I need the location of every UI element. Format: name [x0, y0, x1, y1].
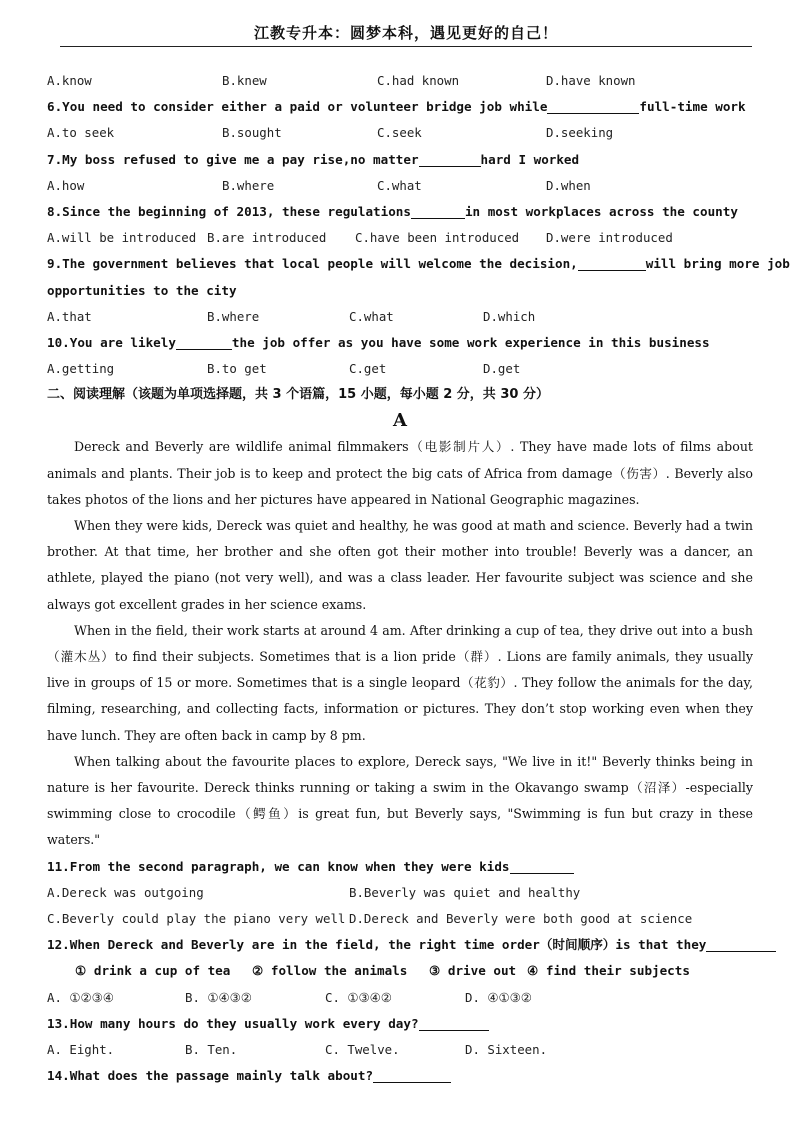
option-a[interactable]: A.to seek [47, 125, 115, 141]
option-a[interactable]: A.know [47, 73, 92, 88]
q11-options-row1 [47, 880, 753, 906]
option-d[interactable]: D. ④①③② [465, 989, 532, 1005]
option-a[interactable]: A.Dereck was outgoing [47, 884, 204, 900]
question-stem: 11.From the second paragraph, we can know when they were kids [47, 858, 510, 874]
question-stem: 14.What does the passage mainly talk about? [47, 1068, 374, 1084]
q7-options [47, 173, 753, 199]
option-c[interactable]: C. Twelve. [325, 1042, 400, 1057]
q10-options [47, 356, 753, 382]
step-3: ③ drive out [429, 963, 517, 979]
option-d[interactable]: D.which [483, 308, 536, 324]
option-d[interactable]: D. Sixteen. [465, 1042, 548, 1057]
question-stem-end: will bring more job [645, 256, 790, 272]
question-stem: 9.The government believes that local people will welcome the decision, [47, 256, 578, 272]
question-8 [47, 199, 753, 225]
option-d[interactable]: D.have known [546, 73, 636, 88]
option-b[interactable]: B.to get [207, 361, 267, 377]
option-c[interactable]: C.had known [377, 73, 460, 88]
question-stem: 6.You need to consider either a paid or volunteer bridge job while [47, 99, 548, 115]
option-b[interactable]: B.where [207, 308, 260, 324]
q12-options [47, 985, 753, 1011]
answer-blank[interactable] [176, 333, 232, 350]
option-b[interactable]: B. ①④③② [185, 989, 252, 1005]
option-d[interactable]: D.when [546, 177, 591, 193]
option-a[interactable]: A.getting [47, 361, 115, 377]
q12-steps [47, 958, 753, 984]
question-stem: 12.When Dereck and Beverly are in the field, the right time order（时间顺序）is that they [47, 937, 707, 953]
question-stem: 7.My boss refused to give me a pay rise,no matter [47, 151, 419, 167]
option-b[interactable]: B.knew [222, 73, 267, 88]
passage-paragraph: When in the field, their work starts at around 4 am. After drinking a cup of tea, they drive out into a bush（灌木丛）to find their subjects. Sometimes that is a lion pride（群）. Lions are family animals, they usually live in groups of 15 or more. Sometimes that is a single leopard（花豹）. They follow the animals for the day, filming, researching, and collecting facts, information or pictures. They don’t stop working even when they have lunch. They are often back in camp by 8 pm. [47, 622, 753, 743]
q13-options [47, 1037, 753, 1063]
question-7 [47, 147, 753, 173]
answer-blank[interactable] [419, 150, 481, 167]
question-stem-end: hard I worked [480, 151, 580, 167]
page-header: 江教专升本：圆梦本科，遇见更好的自己！ [253, 24, 558, 42]
question-14 [47, 1063, 753, 1089]
option-d[interactable]: D.seeking [546, 125, 614, 141]
question-12 [47, 932, 753, 958]
answer-blank[interactable] [411, 202, 465, 219]
passage-paragraph: Dereck and Beverly are wildlife animal filmmakers（电影制片人）. They have made lots of films about animals and plants. Their job is to keep and protect the big cats of Africa from damage（伤害）. Beverly also takes photos of the lions and her pictures have appeared in National Geographic magazines. [47, 439, 753, 507]
option-b[interactable]: B.sought [222, 125, 282, 141]
q9-options [47, 304, 753, 330]
question-9-continued [47, 278, 753, 304]
question-stem-line2: opportunities to the city [47, 282, 237, 298]
question-6 [47, 94, 753, 120]
answer-blank[interactable] [547, 97, 639, 114]
step-2: ② follow the animals [252, 963, 408, 979]
q5-options [47, 68, 753, 94]
option-b[interactable]: B. Ten. [185, 1042, 238, 1057]
answer-blank[interactable] [373, 1066, 451, 1083]
option-a[interactable]: A.how [47, 177, 85, 193]
option-a[interactable]: A. ①②③④ [47, 989, 114, 1005]
option-a[interactable]: A.will be introduced [47, 230, 197, 246]
step-1: ① drink a cup of tea [75, 963, 231, 979]
option-c[interactable]: C. ①③④② [325, 989, 392, 1005]
option-c[interactable]: C.Beverly could play the piano very well [47, 911, 346, 927]
question-11 [47, 854, 753, 880]
q8-options [47, 225, 753, 251]
passage-paragraph: When talking about the favourite places to explore, Dereck says, "We live in it!" Beverly thinks being in nature is her favourite. Dereck thinks running or taking a swim in the Okavango swamp（沼泽）-especially swimming close to crocodile（鳄鱼）is great fun, but Beverly says, "Swimming is fun but crazy in these waters." [47, 753, 753, 848]
question-10 [47, 330, 753, 356]
option-c[interactable]: C.what [377, 177, 422, 193]
question-stem-end: in most workplaces across the county [464, 203, 738, 219]
q11-options-row2 [47, 906, 753, 932]
passage-paragraph: When they were kids, Dereck was quiet and healthy, he was good at math and science. Beverly had a twin brother. At that time, her brother and she often got their mother into trouble! Beverly was a dancer, an athlete, played the piano (not very well), and was a class leader. Her favourite subject was science and she always got excellent grades in her science exams. [47, 518, 753, 612]
q6-options [47, 120, 753, 146]
question-stem: 8.Since the beginning of 2013, these regulations [47, 203, 411, 219]
question-9 [47, 251, 790, 277]
option-d[interactable]: D.get [483, 361, 521, 377]
exam-content [47, 68, 790, 1089]
question-stem-end: full-time work [639, 99, 746, 115]
answer-blank[interactable] [578, 254, 646, 271]
question-13 [47, 1011, 753, 1037]
answer-blank[interactable] [510, 857, 574, 874]
option-d[interactable]: D.Dereck and Beverly were both good at science [349, 911, 693, 927]
option-c[interactable]: C.seek [377, 125, 422, 141]
question-stem: 10.You are likely [47, 334, 176, 350]
option-b[interactable]: B.where [222, 177, 275, 193]
option-c[interactable]: C.what [349, 308, 394, 324]
answer-blank[interactable] [706, 935, 776, 952]
header-divider [60, 46, 752, 47]
option-c[interactable]: C.have been introduced [355, 230, 520, 246]
passage-title: A [393, 410, 407, 432]
answer-blank[interactable] [419, 1014, 489, 1031]
option-b[interactable]: B.are introduced [207, 230, 327, 246]
option-a[interactable]: A.that [47, 308, 92, 324]
section-heading: 二、阅读理解（该题为单项选择题，共 3 个语篇，15 小题，每小题 2 分，共 30 分） [47, 387, 549, 403]
option-d[interactable]: D.were introduced [546, 230, 673, 246]
step-4: ④ find their subjects [527, 963, 690, 979]
question-stem: 13.How many hours do they usually work every day? [47, 1015, 419, 1031]
question-stem-end: the job offer as you have some work experience in this business [231, 334, 710, 350]
option-b[interactable]: B.Beverly was quiet and healthy [349, 884, 581, 900]
option-c[interactable]: C.get [349, 361, 387, 377]
option-a[interactable]: A. Eight. [47, 1042, 115, 1057]
